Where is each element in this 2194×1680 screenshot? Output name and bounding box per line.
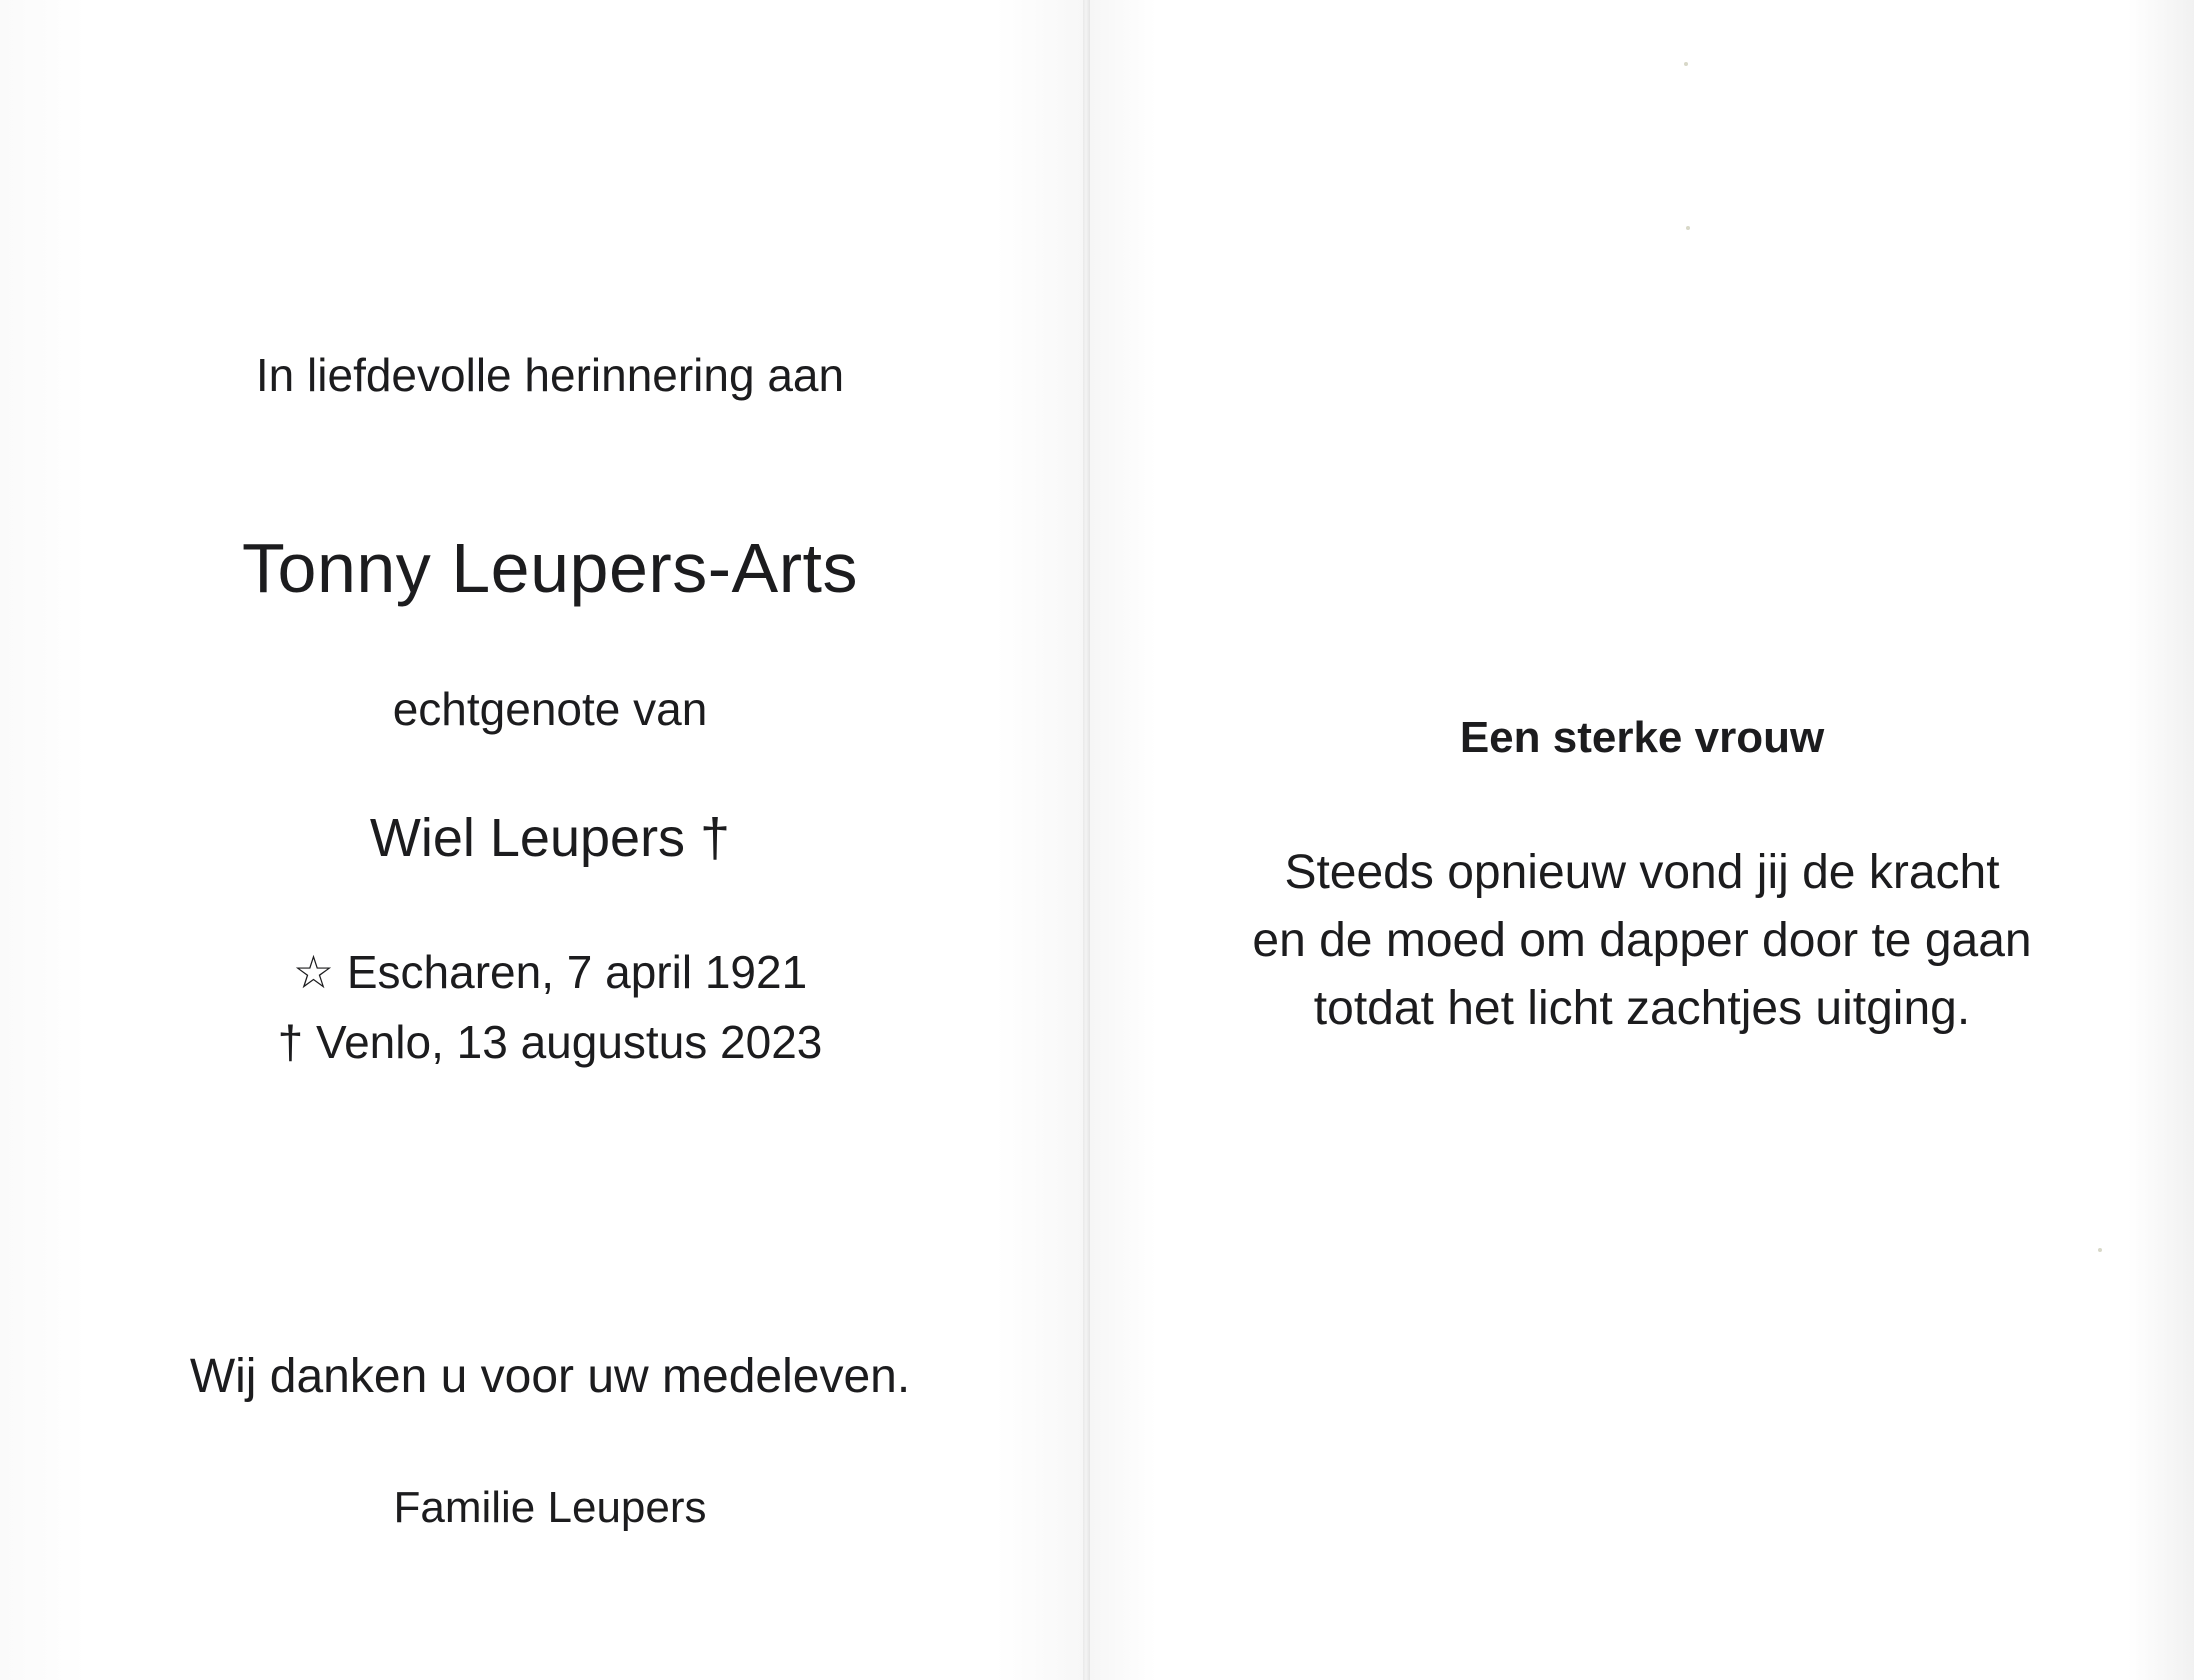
poem-line: en de moed om dapper door te gaan <box>1252 914 2032 967</box>
death-line: † Venlo, 13 augustus 2023 <box>277 1016 823 1068</box>
paper-speck <box>2098 1248 2102 1252</box>
thanks-text: Wij danken u voor uw medeleven. <box>189 1350 911 1403</box>
left-panel <box>0 0 1083 1680</box>
right-panel <box>1090 0 2194 1680</box>
spouse-name: Wiel Leupers † <box>369 808 731 868</box>
birth-line: ☆ Escharen, 7 april 1921 <box>292 946 808 998</box>
family-signature: Familie Leupers <box>393 1483 707 1532</box>
paper-speck <box>1684 62 1688 66</box>
poem-title: Een sterke vrouw <box>1459 713 1825 762</box>
spouse-prefix: echtgenote van <box>392 683 708 735</box>
poem-line: totdat het licht zachtjes uitging. <box>1313 982 1971 1035</box>
intro-text: In liefdevolle herinnering aan <box>255 349 845 401</box>
card-fold <box>1083 0 1090 1680</box>
paper-speck <box>1686 226 1690 230</box>
deceased-name: Tonny Leupers-Arts <box>242 529 858 607</box>
poem-line: Steeds opnieuw vond jij de kracht <box>1284 846 2000 899</box>
